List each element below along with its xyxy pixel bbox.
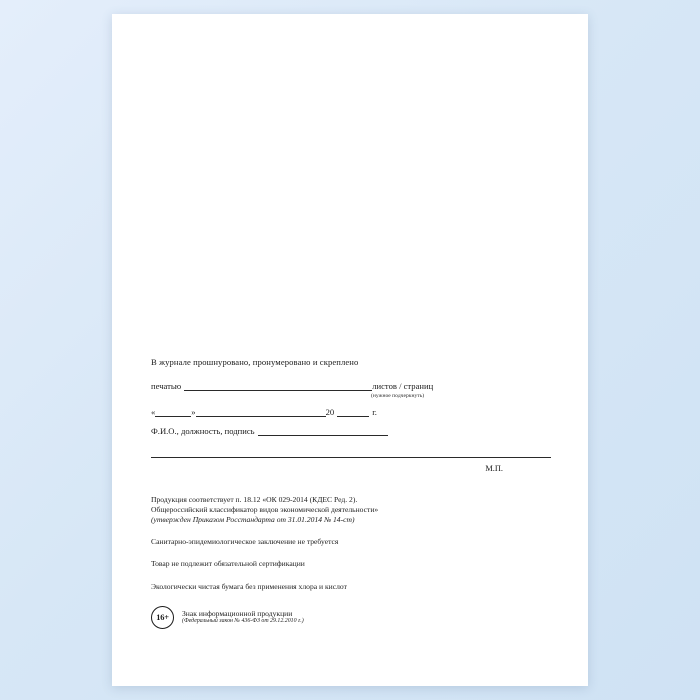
seal-row (151, 381, 551, 391)
signature-blank-rule[interactable] (151, 447, 551, 458)
year-prefix: 20 (325, 406, 335, 417)
age-mark-row (151, 606, 551, 629)
legal-para2: Санитарно-эпидемиологическое заключение не требуется (151, 537, 339, 547)
age-mark-text (182, 609, 304, 627)
month-blank-rule[interactable] (196, 407, 326, 417)
seal-blank-rule[interactable] (184, 381, 372, 391)
document-page (112, 14, 588, 686)
legal-para4: Экологически чистая бумага без применения хлора и кислот (151, 581, 347, 591)
sheets-label: листов / страниц (372, 380, 434, 391)
seal-place-label: М.П. (485, 463, 503, 473)
legal-para3: Товар не подлежит обязательной сертификации (151, 559, 305, 569)
age-rating-icon: 16+ (151, 606, 174, 629)
age-mark-subtitle: (Федеральный закон № 436-ФЗ от 29.12.2010 г.) (182, 618, 304, 625)
year-suffix: г. (372, 406, 377, 417)
quote-close: » (191, 406, 196, 417)
date-row (151, 407, 551, 417)
day-blank-rule[interactable] (155, 407, 191, 417)
seal-label: печатью (151, 380, 182, 391)
legal-para1-line2: Общероссийский классификатор видов экономической деятельности» (151, 504, 379, 514)
fio-row (151, 426, 551, 436)
legal-para1-line3: (утвержден Приказом Росстандарта от 31.01.2014 № 14-ст) (151, 515, 355, 525)
document-content (151, 357, 551, 629)
fio-blank-rule[interactable] (258, 426, 388, 436)
quote-open: « (151, 406, 156, 417)
legal-para1-line1: Продукция соответствует п. 18.12 «ОК 029-2014 (КДЕС Ред. 2). (151, 494, 358, 504)
age-mark-title: Знак информационной продукции (182, 608, 293, 618)
year-blank-rule[interactable] (337, 407, 369, 417)
certification-statement: В журнале прошнуровано, пронумеровано и скреплено (151, 357, 359, 367)
strike-note: (нужное подчеркнуть) (371, 392, 425, 399)
legal-block (151, 495, 551, 592)
fio-label: Ф.И.О., должность, подпись (151, 425, 255, 436)
